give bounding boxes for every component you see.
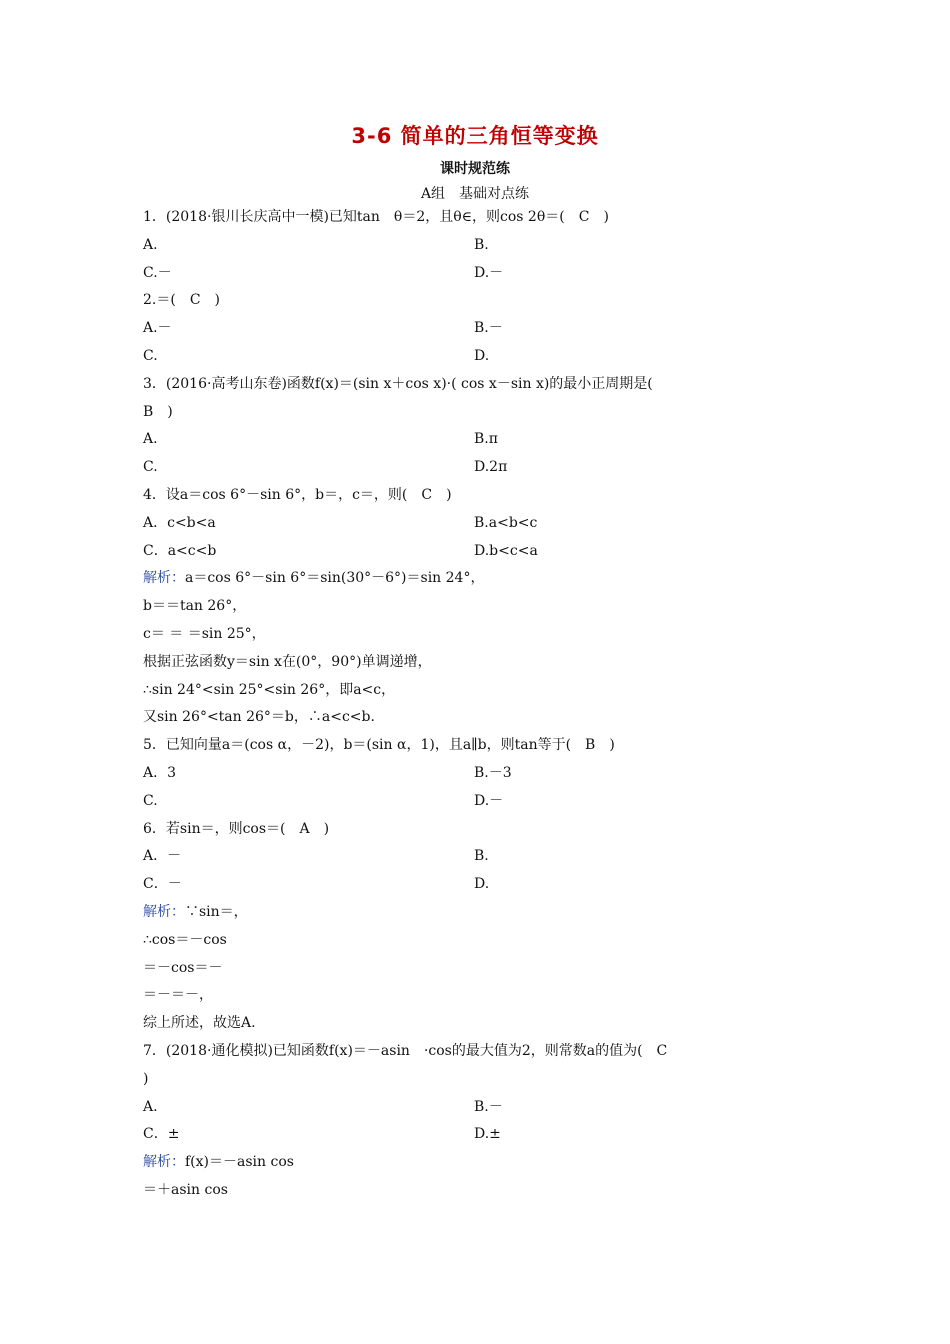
- text-line: [143, 875, 182, 893]
- option-right: D.－: [474, 265, 504, 281]
- text-line: [143, 542, 216, 560]
- line-text: ∴sin 24°<sin 25°<sin 26°，即a<c，: [143, 682, 396, 698]
- text-line: [143, 319, 172, 337]
- text-line: [143, 653, 432, 671]
- line-text: ∵sin＝，: [185, 904, 248, 920]
- line-text: A.－: [143, 320, 172, 336]
- option-right: B.－: [474, 320, 503, 336]
- line-text: ∴cos＝－cos: [143, 932, 227, 948]
- line-text: 5．已知向量a＝(cos α，－2)，b＝(sin α，1)，且a∥b，则tan等于( B ): [143, 737, 615, 753]
- page-title: 3-6 简单的三角恒等变换: [351, 124, 599, 148]
- option-right: D.: [474, 876, 490, 892]
- line-text: C.－: [143, 265, 172, 281]
- line-text: 3．(2016·高考山东卷)函数f(x)＝(sin x＋cos x)·( cos x－sin x)的最小正周期是(: [143, 376, 653, 392]
- option-right: B.a<b<c: [474, 515, 538, 531]
- text-line: [143, 291, 220, 309]
- text-line: [143, 1014, 256, 1032]
- line-text: A.: [143, 431, 158, 447]
- section-subtitle: 课时规范练: [440, 161, 510, 177]
- text-line: [143, 792, 158, 810]
- text-line: [143, 1181, 228, 1199]
- text-line: [143, 847, 181, 865]
- text-line: [143, 375, 653, 393]
- line-text: A．3: [143, 765, 177, 781]
- line-text: A．c<b<a: [143, 515, 216, 531]
- line-text: 又sin 26°<tan 26°＝b，∴a<c<b.: [143, 709, 375, 725]
- line-text: ＝－＝－，: [143, 987, 213, 1003]
- line-text: C.: [143, 793, 158, 809]
- solution-line: [143, 1153, 294, 1171]
- text-line: [143, 347, 158, 365]
- line-text: 综上所述，故选A.: [143, 1015, 256, 1031]
- text-line: [143, 820, 329, 838]
- line-text: 7．(2018·通化模拟)已知函数f(x)＝－asin ·cos的最大值为2，则常数a的值为( C: [143, 1043, 668, 1059]
- line-text: 1．(2018·银川长庆高中一模)已知tan θ＝2，且θ∈，则cos 2θ＝( C ): [143, 209, 609, 225]
- option-right: D.－: [474, 793, 504, 809]
- text-line: [143, 458, 158, 476]
- line-text: B ): [143, 404, 173, 420]
- group-heading: A组 基础对点练: [420, 186, 530, 202]
- line-text: A．－: [143, 848, 182, 864]
- text-line: [143, 625, 266, 643]
- line-text: C.: [143, 348, 158, 364]
- line-text: C．±: [143, 1126, 180, 1142]
- line-text: 根据正弦函数y＝sin x在(0°，90°)单调递增，: [143, 654, 432, 670]
- line-text: C．a<c<b: [143, 543, 217, 559]
- solution-line: [143, 903, 248, 921]
- text-line: [143, 430, 158, 448]
- line-text: C．－: [143, 876, 182, 892]
- line-text: b＝＝tan 26°，: [143, 598, 247, 614]
- text-line: [143, 1042, 667, 1060]
- text-line: [143, 236, 158, 254]
- text-line: [143, 931, 227, 949]
- solution-label: 解析：: [143, 1154, 185, 1170]
- line-text: ＝－cos＝－: [143, 960, 223, 976]
- option-right: D.2π: [474, 459, 508, 475]
- option-right: D.±: [474, 1126, 501, 1142]
- text-line: [143, 708, 375, 726]
- text-line: [143, 764, 176, 782]
- solution-label: 解析：: [143, 904, 185, 920]
- line-text: f(x)＝－asin cos: [185, 1154, 294, 1170]
- text-line: [143, 1070, 148, 1088]
- text-line: [143, 681, 395, 699]
- option-right: B.－: [474, 1099, 503, 1115]
- solution-line: [143, 569, 484, 587]
- line-text: ): [143, 1071, 149, 1087]
- line-text: 2.＝( C ): [143, 292, 220, 308]
- option-right: B.: [474, 848, 489, 864]
- option-right: B.－3: [474, 765, 512, 781]
- text-line: [143, 208, 609, 226]
- line-text: A.: [143, 237, 158, 253]
- line-text: C.: [143, 459, 158, 475]
- text-line: [143, 986, 213, 1004]
- option-right: B.π: [474, 431, 498, 447]
- option-right: D.: [474, 348, 490, 364]
- text-line: [143, 486, 452, 504]
- line-text: c＝ ＝ ＝sin 25°，: [143, 626, 266, 642]
- solution-label: 解析：: [143, 570, 185, 586]
- text-line: [143, 1125, 179, 1143]
- line-text: 4．设a＝cos 6°－sin 6°，b＝，c＝，则( C ): [143, 487, 452, 503]
- line-text: A.: [143, 1099, 158, 1115]
- text-line: [143, 264, 172, 282]
- text-line: [143, 736, 615, 754]
- line-text: a＝cos 6°－sin 6°＝sin(30°－6°)＝sin 24°，: [185, 570, 485, 586]
- line-text: ＝＋asin cos: [143, 1182, 228, 1198]
- text-line: [143, 403, 173, 421]
- text-line: [143, 959, 222, 977]
- option-right: D.b<c<a: [474, 543, 538, 559]
- line-text: 6．若sin＝，则cos＝( A ): [143, 821, 330, 837]
- text-line: [143, 1098, 158, 1116]
- option-right: B.: [474, 237, 489, 253]
- text-line: [143, 597, 246, 615]
- text-line: [143, 514, 216, 532]
